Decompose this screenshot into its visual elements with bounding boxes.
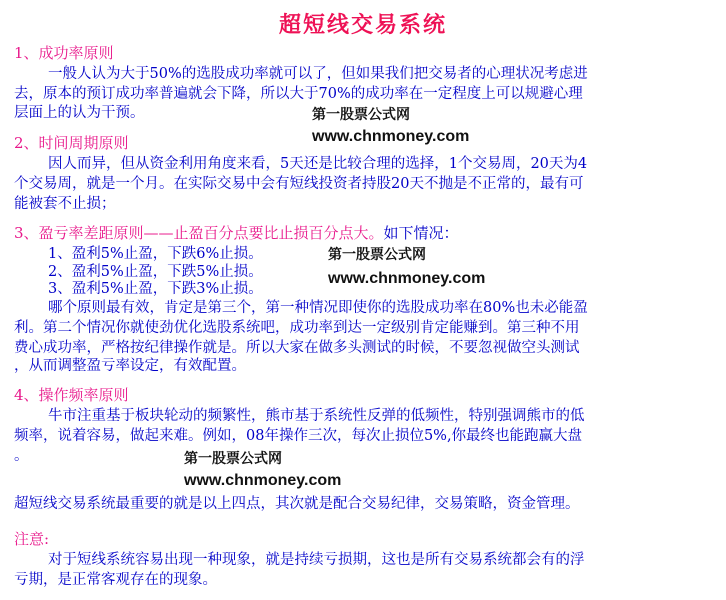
section-3-heading-text: 3、盈亏率差距原则——止盈百分点要比止损百分点大。 [14,224,384,242]
section-3-heading [14,222,459,243]
watermark-url: www.chnmoney.com [184,472,342,489]
section-3-line-2: 利。第二个情况你就使劲优化选股系统吧，成功率到达一定级别肯定能赚到。第三种不用 [14,320,580,336]
watermark-cn: 第一股票公式网 [312,107,410,123]
section-3-line-1: 哪个原则最有效，肯定是第三个，第一种情况即使你的选股成功率在80%也未必能盈 [48,300,588,316]
section-2-line-1: 因人而异，但从资金利用角度来看，5天还是比较合理的选择，1个交易周，20天为4 [48,156,588,172]
section-4-line-2: 频率，说着容易，做起来难。例如，08年操作三次，每次止损位5%,你最终也能跑赢大盘 [14,428,583,444]
watermark-cn: 第一股票公式网 [328,247,426,263]
watermark-url: www.chnmoney.com [312,128,470,145]
note-heading: 注意: [14,530,50,548]
note-line-2: 亏期，是正常客观存在的现象。 [14,572,217,588]
section-3-heading-tail: 如下情况： [383,224,459,242]
section-3-item-3: 3、盈利5%止盈，下跌3%止损。 [48,281,263,297]
section-2-line-3: 能被套不止损； [14,196,116,212]
section-4-heading: 4、操作频率原则 [14,386,129,404]
section-3-item-2: 2、盈利5%止盈，下跌5%止损。 [48,264,263,280]
section-1-heading: 1、成功率原则 [14,44,114,62]
section-2-line-2: 个交易周，就是一个月。在实际交易中会有短线投资者持股20天不抛是不正常的，最有可 [14,176,584,192]
section-1-line-3: 层面上的认为干预。 [14,105,145,121]
section-1-line-1: 一般人认为大于50%的选股成功率就可以了，但如果我们把交易者的心理状况考虑进 [48,66,588,82]
section-1-line-2: 去，原本的预订成功率普遍就会下降，所以大于70%的成功率在一定程度上可以规避心理 [14,86,583,102]
section-4-line-1: 牛市注重基于板块轮动的频繁性，熊市基于系统性反弹的低频性，特别强调熊市的低 [48,408,585,424]
note-line-1: 对于短线系统容易出现一种现象，就是持续亏损期，这也是所有交易系统都会有的浮 [48,552,585,568]
document-title: 超短线交易系统 [278,12,447,38]
section-4-line-3: 。 [14,448,29,464]
section-2-heading: 2、时间周期原则 [14,134,129,152]
summary-text: 超短线交易系统最重要的就是以上四点，其次就是配合交易纪律，交易策略，资金管理。 [14,496,580,512]
section-3-item-1: 1、盈利5%止盈，下跌6%止损。 [48,246,263,262]
section-3-line-3: 费心成功率，严格按纪律操作就是。所以大家在做多头测试的时候，不要忽视做空头测试 [14,340,580,356]
section-3-line-4: ，从而调整盈亏率设定，有效配置。 [14,358,246,374]
watermark-cn: 第一股票公式网 [184,451,282,467]
watermark-url: www.chnmoney.com [328,270,486,287]
